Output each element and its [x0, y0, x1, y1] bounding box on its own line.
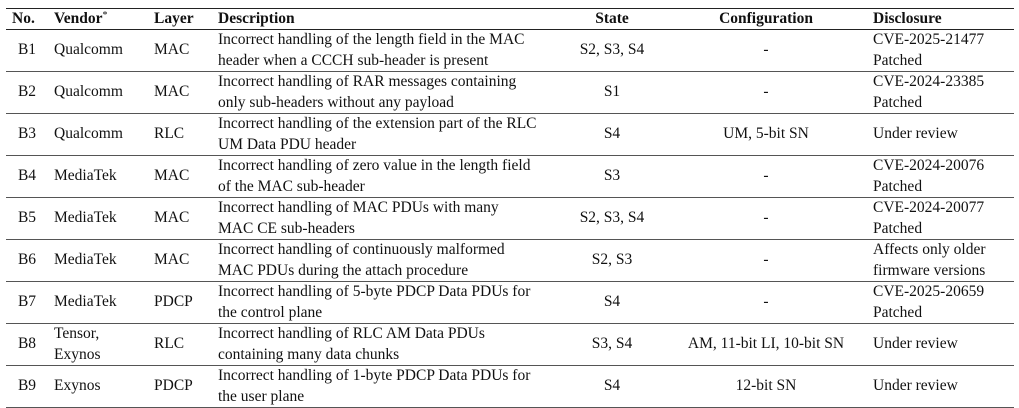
layer-cell: MAC [154, 209, 190, 227]
state-cell: S2, S3 [591, 251, 633, 269]
row-number: B1 [17, 41, 37, 59]
vendor-cell-line: MediaTek [54, 167, 117, 185]
description-cell-line: Incorrect handling of RLC AM Data PDUs [218, 325, 485, 342]
description-cell-line: only sub-headers without any payload [218, 93, 454, 111]
state-cell: S2, S3, S4 [579, 209, 645, 227]
description-cell-line: Incorrect handling of 5-byte PDCP Data PDUs for [218, 283, 531, 300]
vendor-cell-line: Exynos [54, 377, 101, 395]
disclosure-cell [867, 198, 1014, 240]
vendor-cell-line: Qualcomm [54, 125, 123, 143]
disclosure-cell-line: CVE-2025-21477 [873, 31, 985, 48]
layer-cell: PDCP [154, 293, 193, 311]
configuration-cell: - [763, 41, 769, 59]
disclosure-cell-line: Affects only older [873, 241, 986, 258]
disclosure-cell-line: Patched [873, 303, 923, 321]
disclosure-cell [867, 324, 1014, 366]
description-cell-line: Incorrect handling of MAC PDUs with many [218, 199, 499, 216]
vendor-cell-line: MediaTek [54, 251, 117, 269]
disclosure-cell-line: Patched [873, 93, 923, 111]
row-number: B9 [17, 377, 37, 395]
vendor-cell [48, 198, 148, 240]
table-row [6, 240, 1014, 282]
row-number: B7 [17, 293, 37, 311]
layer-cell: MAC [154, 167, 190, 185]
vendor-cell [48, 282, 148, 324]
state-cell: S2, S3, S4 [579, 41, 645, 59]
header-layer: Layer [154, 10, 194, 27]
layer-cell: RLC [154, 125, 185, 143]
description-cell-line: Incorrect handling of continuously malformed [218, 241, 505, 258]
state-cell: S3 [603, 167, 621, 185]
configuration-cell: - [763, 293, 769, 311]
description-cell [212, 240, 559, 282]
disclosure-cell-line: Under review [873, 377, 958, 395]
header-description: Description [218, 10, 295, 27]
vendor-cell [48, 72, 148, 114]
disclosure-cell-line: Under review [873, 335, 958, 353]
table-row [6, 156, 1014, 198]
table-row [6, 282, 1014, 324]
vulnerability-table [6, 8, 1014, 408]
configuration-cell: AM, 11-bit LI, 10-bit SN [687, 335, 845, 353]
layer-cell: MAC [154, 41, 190, 59]
description-cell-line: containing many data chunks [218, 345, 400, 363]
description-cell-line: the control plane [218, 303, 323, 321]
disclosure-cell-line: Patched [873, 177, 923, 195]
disclosure-cell [867, 282, 1014, 324]
description-cell-line: the user plane [218, 387, 305, 405]
disclosure-cell-line: CVE-2024-20076 [873, 157, 985, 174]
header-vendor [48, 9, 148, 30]
vendor-cell-line: Qualcomm [54, 83, 123, 101]
vendor-cell [48, 156, 148, 198]
disclosure-cell-line: Under review [873, 125, 958, 143]
disclosure-cell-line: Patched [873, 219, 923, 237]
state-cell: S4 [603, 377, 621, 395]
table-row [6, 114, 1014, 156]
description-cell [212, 30, 559, 72]
disclosure-cell-line: CVE-2025-20659 [873, 283, 985, 300]
table-row [6, 72, 1014, 114]
header-vendor-label: Vendor [54, 10, 103, 27]
disclosure-cell [867, 114, 1014, 156]
state-cell: S4 [603, 293, 621, 311]
disclosure-cell-line: Patched [873, 51, 923, 69]
header-disclosure: Disclosure [873, 10, 942, 27]
disclosure-cell-line: CVE-2024-23385 [873, 73, 985, 90]
description-cell-line: header when a CCCH sub-header is present [218, 51, 489, 69]
disclosure-cell [867, 156, 1014, 198]
description-cell [212, 324, 559, 366]
vendor-cell [48, 30, 148, 72]
description-cell [212, 114, 559, 156]
description-cell-line: Incorrect handling of 1-byte PDCP Data PDUs for [218, 367, 531, 384]
vendor-cell [48, 366, 148, 408]
description-cell-line: UM Data PDU header [218, 135, 357, 153]
layer-cell: RLC [154, 335, 185, 353]
header-row [6, 9, 1014, 30]
table-header [6, 9, 1014, 30]
vendor-cell [48, 324, 148, 366]
state-cell: S3, S4 [591, 335, 633, 353]
disclosure-cell-line: firmware versions [873, 261, 986, 279]
description-cell [212, 156, 559, 198]
layer-cell: MAC [154, 251, 190, 269]
row-number: B6 [17, 251, 37, 269]
row-number: B4 [17, 167, 37, 185]
description-cell-line: MAC PDUs during the attach procedure [218, 261, 469, 279]
table-row [6, 366, 1014, 408]
disclosure-cell [867, 30, 1014, 72]
row-number: B8 [17, 335, 37, 353]
vendor-cell-line: Exynos [54, 345, 101, 363]
table-row [6, 30, 1014, 72]
row-number: B2 [17, 83, 37, 101]
header-configuration: Configuration [719, 10, 813, 27]
disclosure-cell [867, 72, 1014, 114]
row-number: B5 [17, 209, 37, 227]
layer-cell: PDCP [154, 377, 193, 395]
vendor-cell [48, 240, 148, 282]
vendor-cell-line: Qualcomm [54, 41, 123, 59]
description-cell [212, 282, 559, 324]
description-cell-line: Incorrect handling of the length field in the MAC [218, 31, 525, 48]
description-cell-line: Incorrect handling of the extension part of the RLC [218, 115, 537, 132]
description-cell [212, 198, 559, 240]
header-vendor-footnote-mark: * [102, 10, 108, 21]
vendor-cell-line: Tensor, [54, 325, 100, 342]
vendor-cell-line: MediaTek [54, 209, 117, 227]
header-no: No. [12, 10, 35, 27]
description-cell [212, 72, 559, 114]
vendor-cell-line: MediaTek [54, 293, 117, 311]
table-body [6, 30, 1014, 408]
configuration-cell: - [763, 83, 769, 101]
row-number: B3 [17, 125, 37, 143]
vendor-cell [48, 114, 148, 156]
disclosure-cell-line: CVE-2024-20077 [873, 199, 985, 216]
description-cell-line: of the MAC sub-header [218, 177, 365, 195]
configuration-cell: UM, 5-bit SN [723, 125, 809, 143]
description-cell-line: Incorrect handling of RAR messages containing [218, 73, 517, 90]
configuration-cell: - [763, 167, 769, 185]
disclosure-cell [867, 366, 1014, 408]
disclosure-cell [867, 240, 1014, 282]
description-cell-line: MAC CE sub-headers [218, 219, 355, 237]
configuration-cell: 12-bit SN [735, 377, 797, 395]
configuration-cell: - [763, 251, 769, 269]
layer-cell: MAC [154, 83, 190, 101]
configuration-cell: - [763, 209, 769, 227]
description-cell [212, 366, 559, 408]
state-cell: S1 [603, 83, 621, 101]
state-cell: S4 [603, 125, 621, 143]
table-row [6, 324, 1014, 366]
description-cell-line: Incorrect handling of zero value in the length field [218, 157, 531, 174]
table-row [6, 198, 1014, 240]
header-state: State [595, 10, 629, 27]
